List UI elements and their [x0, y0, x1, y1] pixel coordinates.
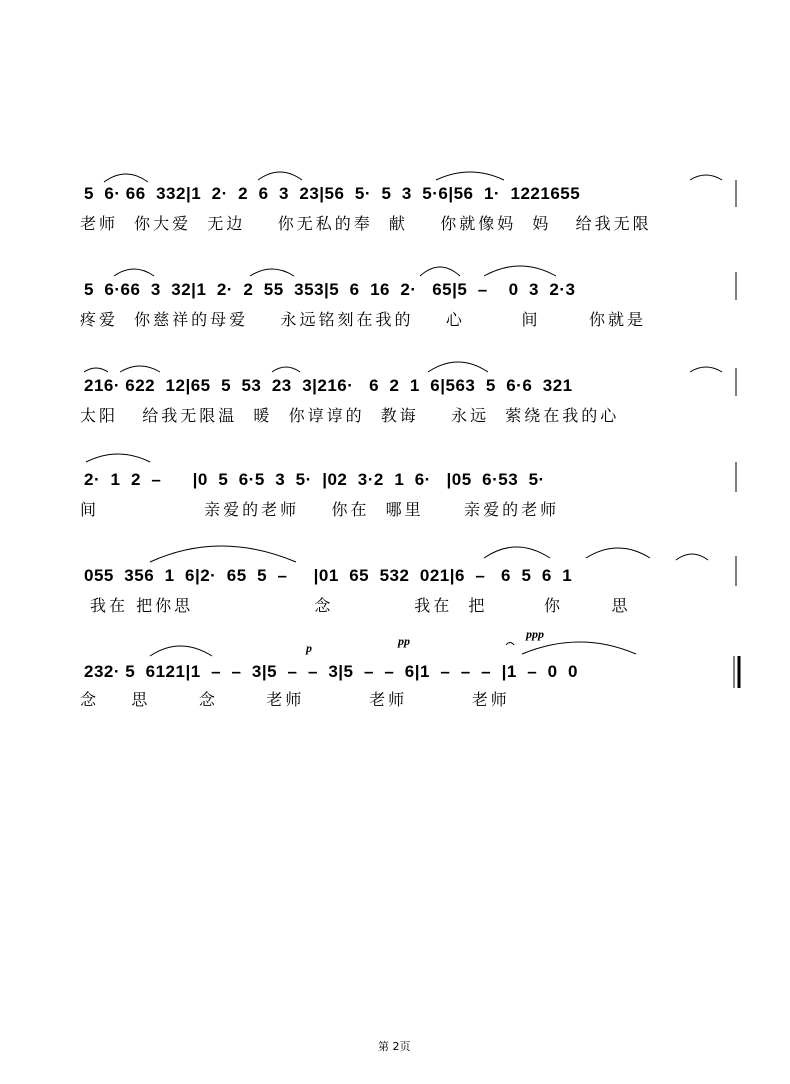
- slur: [272, 367, 300, 372]
- slur: [428, 362, 488, 372]
- slur: [104, 174, 148, 182]
- slur: [484, 547, 550, 558]
- dynamic-pp: pp: [398, 634, 410, 648]
- slur: [86, 454, 150, 462]
- slur: [586, 548, 650, 558]
- lyrics-line-2: 疼爱 你慈祥的母爱 永远铭刻在我的 心 间 你就是: [80, 310, 646, 329]
- slur: [420, 267, 460, 276]
- slur: [150, 546, 296, 562]
- lyrics-line-1: 老师 你大爱 无边 你无私的奉 献 你就像妈 妈 给我无限: [80, 214, 652, 233]
- system-3: [80, 362, 736, 425]
- slur: [120, 366, 160, 372]
- notes-line-5: 055 356 1 6|2· 65 5 – |01 65 532 021|6 – 6 5 6 1: [84, 566, 573, 585]
- system-6: [80, 627, 739, 709]
- lyrics-line-3: 太阳 给我无限温 暖 你谆谆的 教诲 永远 萦绕在我的心: [80, 406, 620, 425]
- lyrics-line-5: 我在 把你思 念 我在 把 你 思: [90, 596, 631, 615]
- notes-line-4: 2· 1 2 – |0 5 6·5 3 5· |02 3·2 1 6· |05 6·53 5·: [84, 470, 545, 489]
- page-number: 第 2页: [378, 1040, 411, 1053]
- slur: [250, 269, 294, 276]
- notes-line-3: 216· 622 12|65 5 53 23 3|216· 6 2 1 6|563 5 6·6 321: [84, 376, 573, 395]
- dynamic-ppp: ppp: [526, 627, 544, 641]
- notes-line-1: 5 6· 66 332|1 2· 2 6 3 23|56 5· 5 3 5·6|56 1· 1221655: [84, 184, 581, 203]
- lyrics-line-4: 间 亲爱的老师 你在 哪里 亲爱的老师: [80, 500, 560, 519]
- fermata: [506, 643, 514, 646]
- slur: [436, 172, 504, 180]
- system-5: [84, 546, 736, 615]
- slur: [484, 266, 556, 276]
- slur: [114, 269, 154, 276]
- notes-line-2: 5 6·66 3 32|1 2· 2 55 353|5 6 16 2· 65|5 – 0 3 2·3: [84, 280, 576, 299]
- lyrics-line-6: 念 思 念 老师 老师 老师: [80, 690, 510, 709]
- notes-line-6: 232· 5 6121|1 – – 3|5 – – 3|5 – – 6|1 – – – |1 – 0 0: [84, 662, 578, 681]
- system-1: [80, 172, 736, 233]
- system-2: [80, 266, 736, 329]
- slur: [690, 175, 722, 180]
- system-4: [80, 454, 736, 519]
- slur: [258, 172, 302, 180]
- slur: [150, 646, 212, 656]
- slur: [522, 642, 636, 654]
- dynamic-p: p: [306, 641, 312, 655]
- slur: [84, 368, 108, 372]
- slur: [676, 554, 708, 560]
- slur: [690, 367, 722, 372]
